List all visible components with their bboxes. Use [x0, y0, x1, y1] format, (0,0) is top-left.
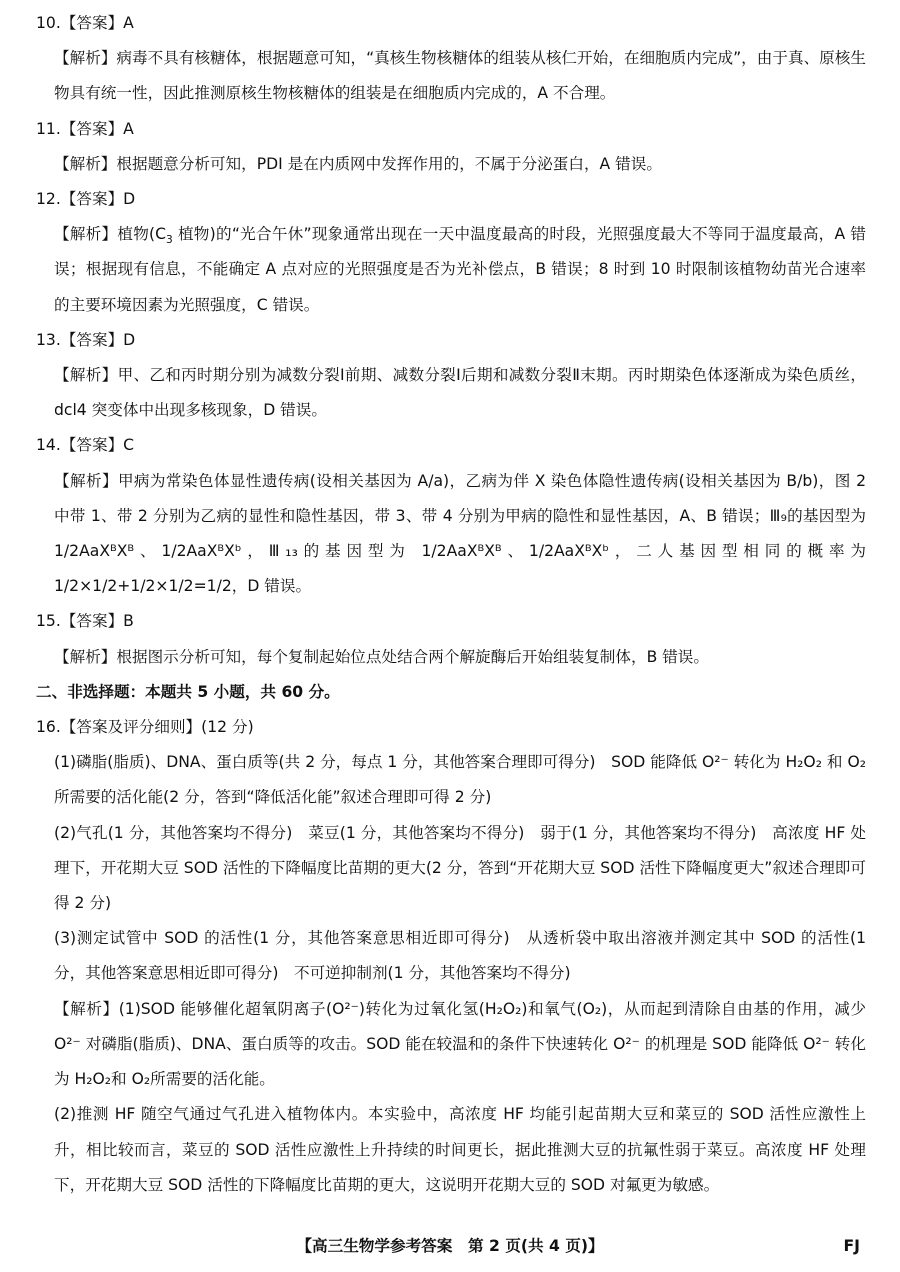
q11-answer: 11.【答案】A [36, 119, 134, 138]
footer-code: FJ [843, 1237, 860, 1255]
page-footer [0, 1228, 900, 1264]
q13-answer: 13.【答案】D [36, 330, 136, 349]
q10-analysis: 【解析】病毒不具有核糖体，根据题意可知，“真核生物核糖体的组装从核仁开始，在细胞质内完成”，由于真、原核生物具有统一性，因此推测原核生物核糖体的组装是在细胞质内完成的，A 不合理。 [54, 49, 866, 103]
q14-analysis-b: Ⅲ₉的基因型为 1/2AaXᴮXᴮ、1/2AaXᴮXᵇ，Ⅲ₁₃的基因型为 1/2AaXᴮXᴮ、1/2AaXᴮXᵇ，二人基因型相同的概率为 1/2×1/2+1/2×1/2=1/2，D 错误。 [54, 506, 866, 596]
q10-answer: 10.【答案】A [36, 14, 134, 32]
q12-analysis-sub: 3 [166, 234, 173, 247]
q14-analysis-a: 【解析】甲病为常染色体显性遗传病(设相关基因为 A/a)，乙病为伴 X 染色体隐性遗传病(设相关基因为 B/b)，图 2 中带 1、带 2 分别为乙病的显性和隐性基因，带 3、带 4 分别为甲病的隐性和显性基因，A、B 错误； [54, 471, 866, 525]
footer-page-label: 【高三生物学参考答案 第 2 页(共 4 页)】 [296, 1237, 604, 1255]
q16-part1: (1)磷脂(脂质)、DNA、蛋白质等(共 2 分，每点 1 分，其他答案合理即可得分) SOD 能降低 O²⁻ 转化为 H₂O₂ 和 O₂所需要的活化能(2 分，答到“降低活化能”叙述合理即可得 2 分) [54, 753, 866, 807]
q11-analysis: 【解析】根据题意分析可知，PDI 是在内质网中发挥作用的，不属于分泌蛋白，A 错误。 [54, 154, 662, 173]
q14-answer: 14.【答案】C [36, 436, 135, 455]
q15-analysis: 【解析】根据图示分析可知，每个复制起始位点处结合两个解旋酶后开始组装复制体，B 错误。 [54, 647, 709, 666]
q16-analysis-2: (2)推测 HF 随空气通过气孔进入植物体内。本实验中，高浓度 HF 均能引起苗期大豆和菜豆的 SOD 活性应激性上升，相比较而言，菜豆的 SOD 活性应激性上升持续的时间更长，据此推测大豆的抗氟性弱于菜豆。高浓度 HF 处理下，开花期大豆 SOD 活性的下降幅度比苗期的更大，这说明开花期大豆的 SOD 对氟更为敏感。 [54, 1105, 866, 1194]
q13-analysis: 【解析】甲、乙和丙时期分别为减数分裂Ⅰ前期、减数分裂Ⅰ后期和减数分裂Ⅱ末期。丙时期染色体逐渐成为染色质丝，dcl4 突变体中出现多核现象，D 错误。 [54, 366, 866, 420]
page-content [36, 6, 866, 1203]
q15-answer: 15.【答案】B [36, 612, 134, 631]
q12-analysis-post: 植物)的“光合午休”现象通常出现在一天中温度最高的时段，光照强度最大不等同于温度最高，A 错误；根据现有信息，不能确定 A 点对应的光照强度是否为光补偿点，B 错误；8 时到 10 时限制该植物幼苗光合速率的主要环境因素为光照强度，C 错误。 [54, 225, 866, 314]
q12-answer: 12.【答案】D [36, 190, 136, 209]
section-2-title: 二、非选择题：本题共 5 小题，共 60 分。 [36, 682, 340, 701]
q16-part3: (3)测定试管中 SOD 的活性(1 分，其他答案意思相近即可得分) 从透析袋中取出溶液并测定其中 SOD 的活性(1 分，其他答案意思相近即可得分) 不可逆抑制剂(1 分，其他答案均不得分) [54, 929, 866, 983]
q12-analysis [36, 217, 866, 323]
q12-analysis-pre: 【解析】植物(C [54, 225, 167, 244]
q14-analysis [36, 464, 866, 605]
q16-analysis-1: 【解析】(1)SOD 能够催化超氧阴离子(O²⁻)转化为过氧化氢(H₂O₂)和氧气(O₂)，从而起到清除自由基的作用，减少 O²⁻ 对磷脂(脂质)、DNA、蛋白质等的攻击。SOD 能在较温和的条件下快速转化 O²⁻ 的机理是 SOD 能降低 O²⁻ 转化为 H₂O₂和 O₂所需要的活化能。 [54, 999, 866, 1089]
q16-part2: (2)气孔(1 分，其他答案均不得分) 菜豆(1 分，其他答案均不得分) 弱于(1 分，其他答案均不得分) 高浓度 HF 处理下，开花期大豆 SOD 活性的下降幅度比苗期的更大(2 分，答到“开花期大豆 SOD 活性下降幅度更大”叙述合理即可得 2 分) [54, 823, 866, 913]
q16-answer-head: 16.【答案及评分细则】(12 分) [36, 718, 254, 737]
